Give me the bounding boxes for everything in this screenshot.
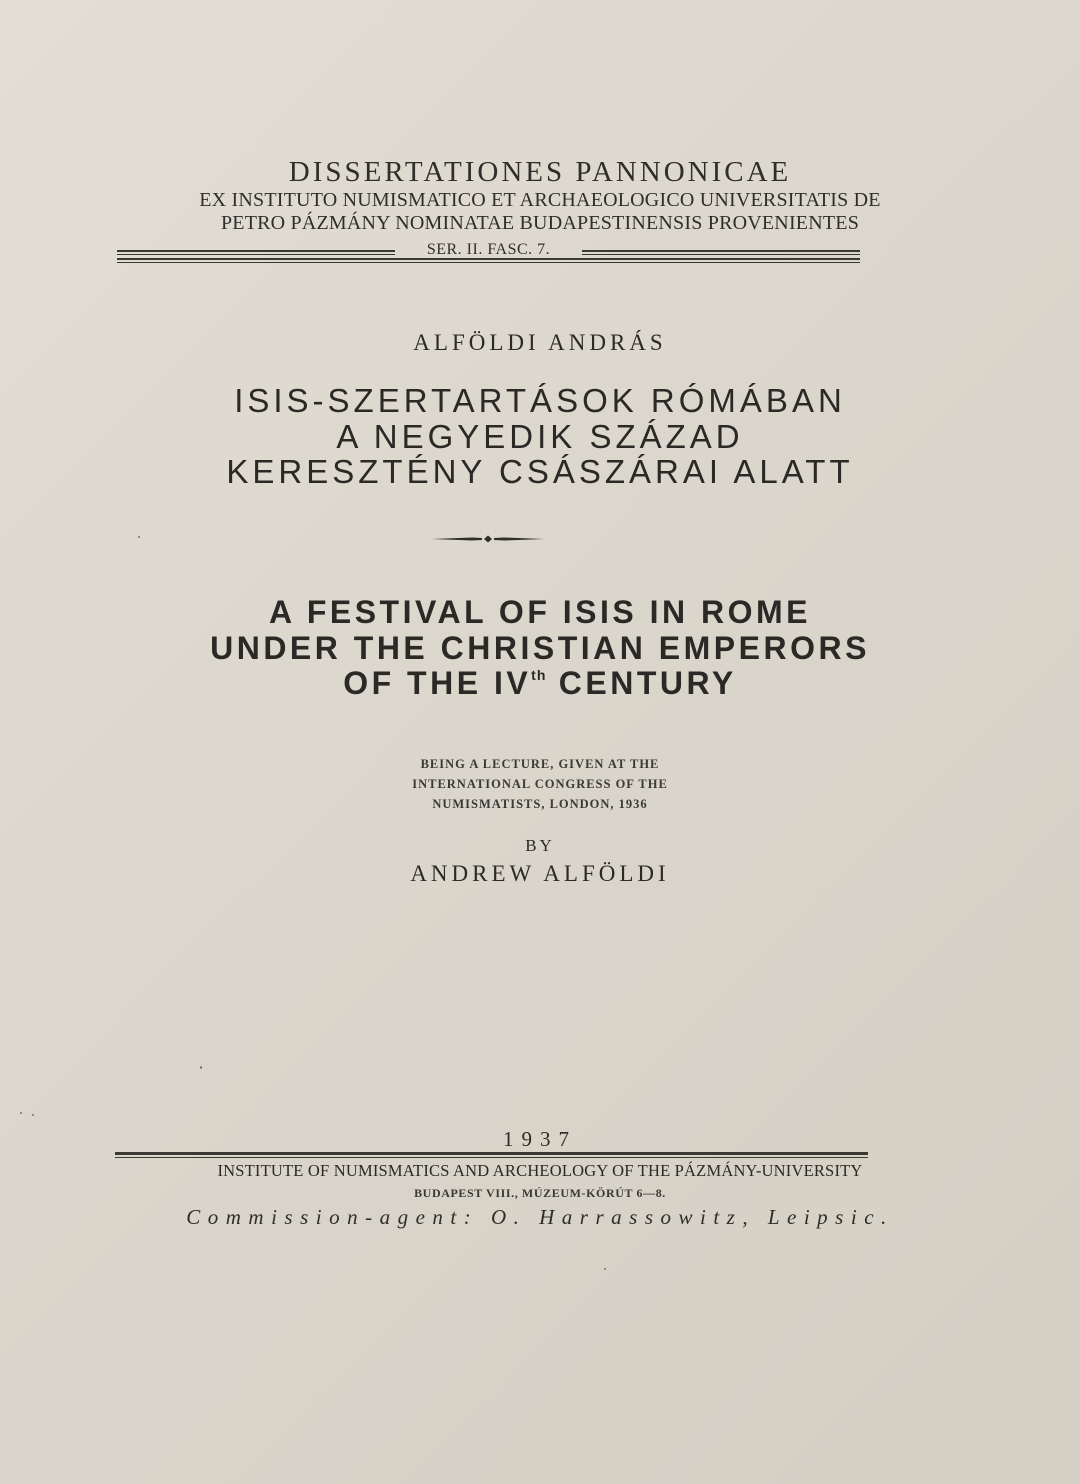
series-title: DISSERTATIONES PANNONICAE [288,156,792,188]
title-english-line2: UNDER THE CHRISTIAN EMPERORS [210,630,870,666]
series-subtitle-line1: EX INSTITUTO NUMISMATICO ET ARCHAEOLOGICO UNIVERSITATIS DE [199,189,881,211]
series-number: SER. II. FASC. 7. [426,241,551,258]
title-hungarian-line1: ISIS-SZERTARTÁSOK RÓMÁBAN [234,382,846,419]
title-english-line1: A FESTIVAL OF ISIS IN ROME [269,594,811,630]
institute-name: INSTITUTE OF NUMISMATICS AND ARCHEOLOGY OF THE PÁZMÁNY-UNIVERSITY [217,1161,863,1180]
paper-speck [20,1112,22,1114]
commission-agent: Commission-agent: O. Harrassowitz, Leipsic. [186,1205,894,1229]
ornament-divider [432,534,544,544]
institute-address: BUDAPEST VIII., MÚZEUM-KÖRÚT 6—8. [414,1186,666,1200]
series-subtitle-line2: PETRO PÁZMÁNY NOMINATAE BUDAPESTINENSIS PROVENIENTES [220,212,860,234]
lecture-note-line3: NUMISMATISTS, LONDON, 1936 [432,797,648,811]
paper-speck [32,1114,34,1116]
author-english: ANDREW ALFÖLDI [410,861,670,886]
lecture-note-line1: BEING A LECTURE, GIVEN AT THE [420,757,660,771]
author-hungarian: ALFÖLDI ANDRÁS [413,330,667,355]
by-label: BY [525,836,555,855]
title-hungarian-line3: KERESZTÉNY CSÁSZÁRAI ALATT [226,453,854,490]
title-english-line3-end: CENTURY [546,665,737,701]
title-english-line3-start: OF THE IV [343,665,532,701]
title-english-superscript: th [531,667,547,683]
title-hungarian-line2: A NEGYEDIK SZÁZAD [336,418,744,455]
paper-speck [138,536,140,538]
publication-year: 1937 [503,1127,577,1151]
title-english-line3 [0,665,1080,702]
series-rule [117,241,860,263]
paper-speck [200,1066,202,1069]
paper-speck [604,1268,606,1270]
lecture-note-line2: INTERNATIONAL CONGRESS OF THE [412,777,668,791]
